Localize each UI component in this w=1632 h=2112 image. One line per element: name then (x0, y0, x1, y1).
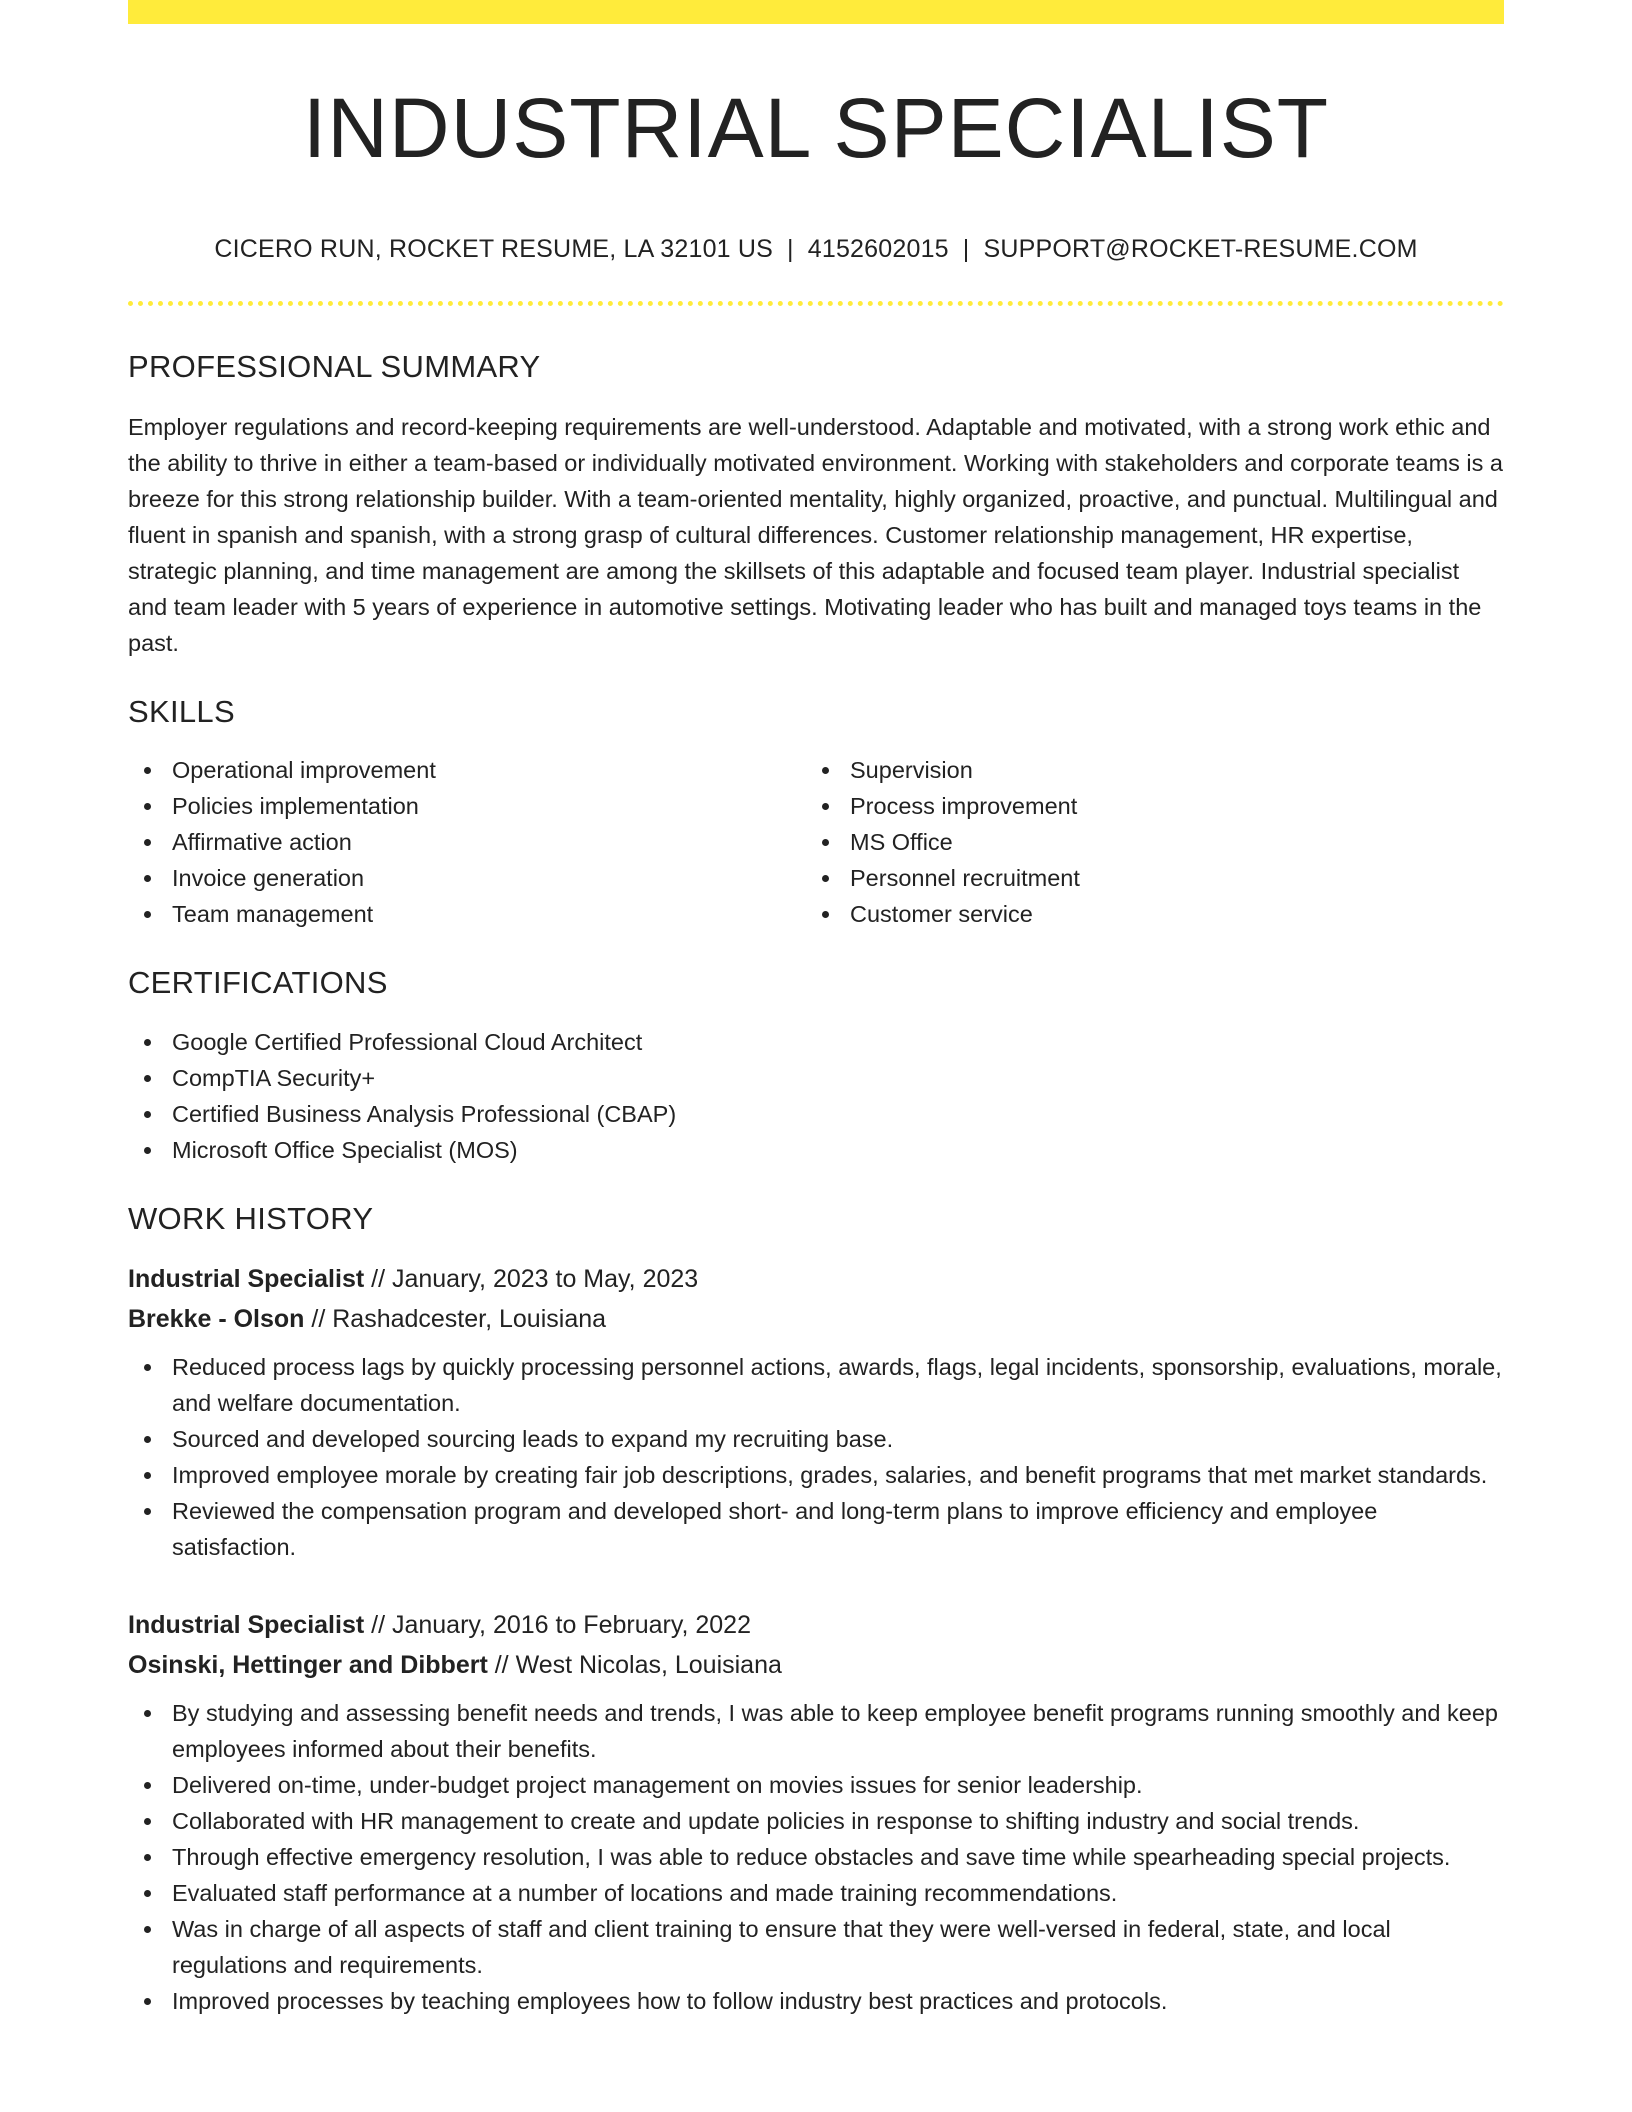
job-role: Industrial Specialist (128, 1264, 365, 1293)
job-bullet: Sourced and developed sourcing leads to expand my recruiting base. (128, 1421, 1504, 1457)
job-bullet: Was in charge of all aspects of staff and client training to ensure that they were well-versed in federal, state, and local regulations and requirements. (128, 1911, 1504, 1983)
certification-item: Microsoft Office Specialist (MOS) (128, 1132, 1504, 1168)
skill-item: Affirmative action (128, 824, 806, 860)
skill-item: Operational improvement (128, 752, 806, 788)
resume-page (128, 0, 1504, 2019)
job-bullet: Improved employee morale by creating fair job descriptions, grades, salaries, and benefit programs that met market standards. (128, 1457, 1504, 1493)
certification-item: CompTIA Security+ (128, 1060, 1504, 1096)
contact-separator: | (962, 235, 970, 263)
skill-item: Personnel recruitment (806, 860, 1484, 896)
skill-item: Invoice generation (128, 860, 806, 896)
job-bullet: Collaborated with HR management to create and update policies in response to shifting industry and social trends. (128, 1803, 1504, 1839)
skills-heading: SKILLS (128, 694, 235, 730)
contact-line (128, 235, 1504, 264)
certifications-heading: CERTIFICATIONS (128, 965, 388, 1001)
skills-columns (128, 752, 1504, 932)
certification-item: Google Certified Professional Cloud Architect (128, 1024, 1504, 1060)
skill-item: Customer service (806, 896, 1484, 932)
job-bullet: Through effective emergency resolution, I was able to reduce obstacles and save time while spearheading special projects. (128, 1839, 1504, 1875)
skill-item: Policies implementation (128, 788, 806, 824)
job-company-line (128, 1299, 1504, 1339)
skills-left-list (128, 752, 806, 932)
job-bullet: Evaluated staff performance at a number of locations and made training recommendations. (128, 1875, 1504, 1911)
job-bullets (128, 1695, 1504, 2019)
job-bullets (128, 1349, 1504, 1565)
certification-item: Certified Business Analysis Professional (CBAP) (128, 1096, 1504, 1132)
job-bullet: Delivered on-time, under-budget project management on movies issues for senior leadership. (128, 1767, 1504, 1803)
skills-right-list (806, 752, 1484, 932)
job-bullet: Improved processes by teaching employees how to follow industry best practices and protocols. (128, 1983, 1504, 2019)
job-role: Industrial Specialist (128, 1610, 365, 1639)
candidate-name: INDUSTRIAL SPECIALIST (302, 81, 1330, 175)
top-accent-bar (128, 0, 1504, 24)
job-title-line (128, 1605, 1504, 1645)
contact-email: SUPPORT@ROCKET-RESUME.COM (983, 235, 1418, 263)
job-bullet: Reduced process lags by quickly processing personnel actions, awards, flags, legal incidents, sponsorship, evaluations, morale, and welfare documentation. (128, 1349, 1504, 1421)
contact-address: CICERO RUN, ROCKET RESUME, LA 32101 US (214, 235, 774, 263)
dotted-divider (128, 301, 1504, 306)
job-company: Osinski, Hettinger and Dibbert (128, 1650, 488, 1679)
contact-phone: 4152602015 (807, 235, 949, 263)
job-company: Brekke - Olson (128, 1304, 305, 1333)
contact-separator: | (787, 235, 794, 263)
job-company-line (128, 1645, 1504, 1685)
job-location: // West Nicolas, Louisiana (487, 1650, 782, 1679)
job-entry (128, 1259, 1504, 1565)
work-history-heading: WORK HISTORY (128, 1200, 374, 1236)
job-dates: // January, 2023 to May, 2023 (364, 1264, 699, 1293)
job-bullet: By studying and assessing benefit needs and trends, I was able to keep employee benefit programs running smoothly and keep employees informed about their benefits. (128, 1695, 1504, 1767)
job-bullet: Reviewed the compensation program and developed short- and long-term plans to improve efficiency and employee satisfaction. (128, 1493, 1504, 1565)
job-title-line (128, 1259, 1504, 1299)
skill-item: Process improvement (806, 788, 1484, 824)
summary-heading: PROFESSIONAL SUMMARY (128, 349, 541, 384)
skill-item: MS Office (806, 824, 1484, 860)
job-entry (128, 1605, 1504, 2019)
job-dates: // January, 2016 to February, 2022 (364, 1610, 751, 1639)
skill-item: Supervision (806, 752, 1484, 788)
job-location: // Rashadcester, Louisiana (304, 1304, 607, 1333)
summary-text: Employer regulations and record-keeping requirements are well-understood. Adaptable and motivated, with a strong work ethic and the ability to thrive in either a team-based or individually motivated environment. Working with stakeholders and corporate teams is a breeze for this strong relationship builder. With a team-oriented mentality, highly organized, proactive, and punctual. Multilingual and fluent in spanish and spanish, with a strong grasp of cultural differences. Customer relationship management, HR expertise, strategic planning, and time management are among the skillsets of this adaptable and focused team player. Industrial specialist and team leader with 5 years of experience in automotive settings. Motivating leader who has built and managed toys teams in the past. (128, 414, 1504, 657)
skill-item: Team management (128, 896, 806, 932)
certifications-list (128, 1024, 1504, 1168)
